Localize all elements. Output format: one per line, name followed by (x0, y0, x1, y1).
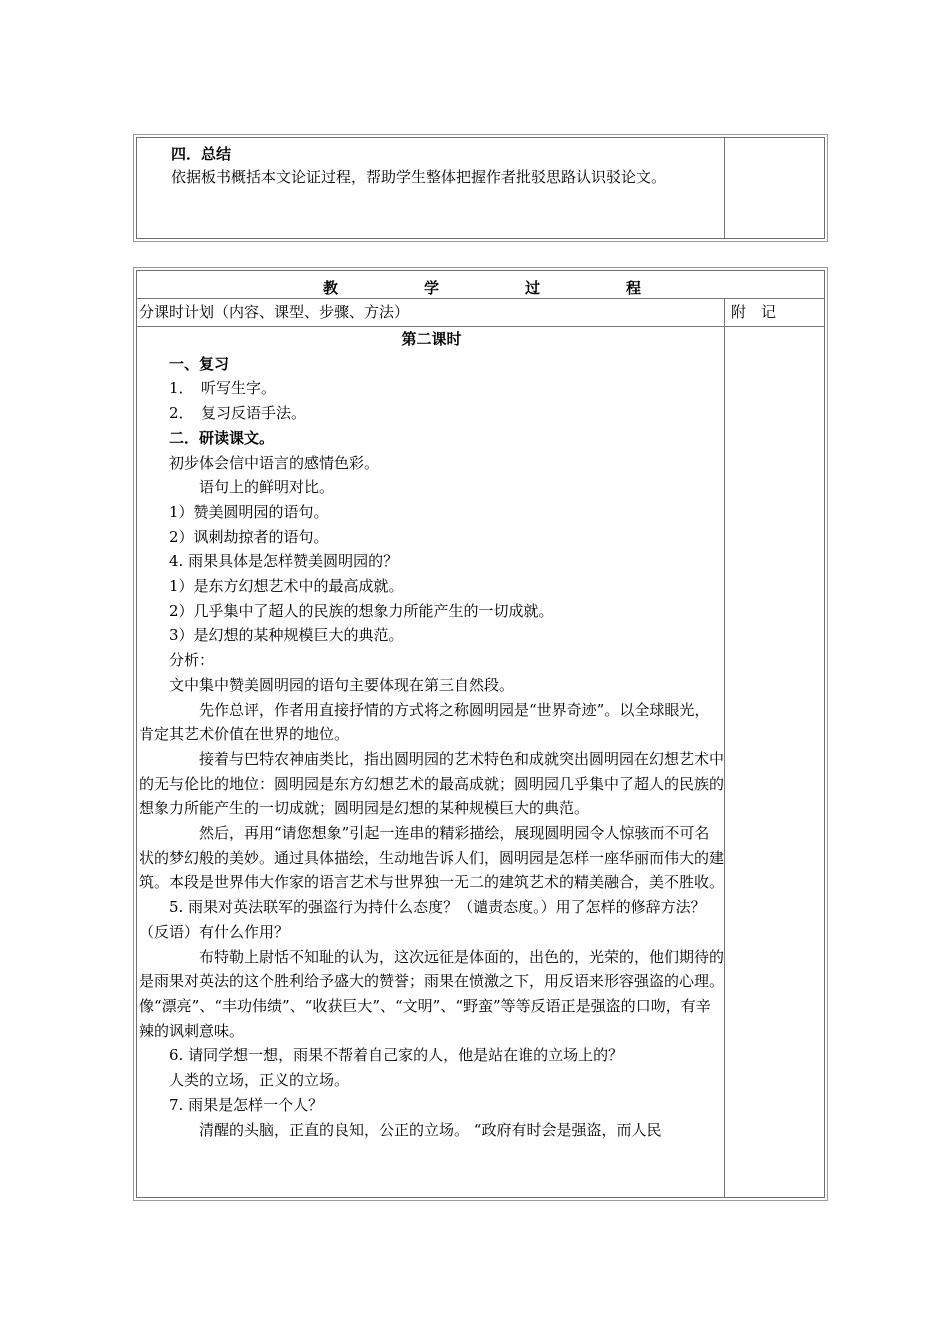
lesson-line: 1． 听写生字。 (169, 379, 277, 398)
column-divider (724, 138, 725, 238)
lesson-line: 接着与巴特农神庙类比，指出圆明园的艺术特色和成就突出圆明园在幻想艺术中的无与伦比的地位：圆明园是东方幻想艺术的最高成就；圆明园几乎集中了超人的民族的想象力所能产生的一切成就；圆明园是幻想的某种规模巨大的典范。 (139, 749, 725, 818)
title-char-4: 程 (626, 279, 642, 297)
summary-table-body (136, 137, 825, 239)
notes-column-header: 附 记 (731, 303, 777, 321)
teaching-process-table (133, 267, 828, 1201)
lesson-line: 5. 雨果对英法联军的强盗行为持什么态度？（谴责态度。）用了怎样的修辞方法？（反语）有什么作用？ (139, 898, 706, 941)
lesson-line: 分析： (169, 651, 215, 670)
summary-table (133, 134, 828, 242)
plan-column-header: 分课时计划（内容、课型、步骤、方法） (139, 303, 410, 321)
title-char-2: 学 (424, 279, 440, 297)
lesson-line: 4. 雨果具体是怎样赞美圆明园的？ (169, 552, 399, 571)
lesson-lines (139, 352, 724, 1143)
teaching-process-body (136, 270, 825, 1198)
lesson-line: 先作总评，作者用直接抒情的方式将之称圆明园是“世界奇迹”。以全球眼光，肯定其艺术价值在世界的地位。 (139, 700, 710, 744)
lesson-line: 二．研读课文。 (169, 428, 275, 447)
lesson-line: 2）讽刺劫掠者的语句。 (169, 527, 329, 546)
lesson-line: 布特勒上尉恬不知耻的认为，这次远征是体面的，出色的，光荣的，他们期待的是雨果对英法的这个胜利给予盛大的赞誉；雨果在愤激之下，用反语来形容强盗的心理。像“漂亮”、“丰功伟绩”、“收获巨大”、“文明”、“野蛮”等等反语正是强盗的口吻，有辛辣的讽刺意味。 (139, 947, 725, 1040)
lesson-line: 2）几乎集中了超人的民族的想象力所能产生的一切成就。 (169, 601, 554, 620)
lesson-line: 语句上的鲜明对比。 (199, 478, 335, 497)
column-divider (724, 299, 725, 1197)
lesson-line: 1）赞美圆明园的语句。 (169, 502, 329, 521)
row-divider (137, 298, 824, 299)
lesson-line: 一、复习 (169, 354, 230, 373)
lesson-line: 文中集中赞美圆明园的语句主要体现在第三自然段。 (169, 675, 515, 694)
lesson-line: 然后，再用“请您想象”引起一连串的精彩描绘，展现圆明园令人惊骇而不可名状的梦幻般的美妙。通过具体描绘，生动地告诉人们，圆明园是怎样一座华丽而伟大的建筑。本段是世界伟大作家的语言艺术与世界独一无二的建筑艺术的精美融合，美不胜收。 (139, 824, 725, 892)
lesson-line: 初步体会信中语言的感情色彩。 (169, 453, 380, 472)
session-title: 第二课时 (401, 330, 462, 348)
lesson-content (139, 327, 724, 1142)
lesson-line: 清醒的头脑，正直的良知，公正的立场。 “政府有时会是强盗，而人民 (199, 1120, 662, 1139)
lesson-line: 1）是东方幻想艺术中的最高成就。 (169, 577, 404, 596)
lesson-line: 2． 复习反语手法。 (169, 404, 307, 423)
summary-text: 依据板书概括本文论证过程，帮助学生整体把握作者批驳思路认识驳论文。 (171, 168, 667, 186)
title-char-3: 过 (525, 279, 541, 297)
lesson-line: 6. 请同学想一想，雨果不帮着自己家的人，他是站在谁的立场上的？ (169, 1046, 624, 1065)
summary-heading: 四．总结 (171, 145, 232, 163)
lesson-line: 人类的立场，正义的立场。 (169, 1071, 350, 1090)
title-char-1: 教 (323, 279, 339, 297)
lesson-line: 7. 雨果是怎样一个人？ (169, 1095, 324, 1114)
lesson-line: 3）是幻想的某种规模巨大的典范。 (169, 626, 404, 645)
